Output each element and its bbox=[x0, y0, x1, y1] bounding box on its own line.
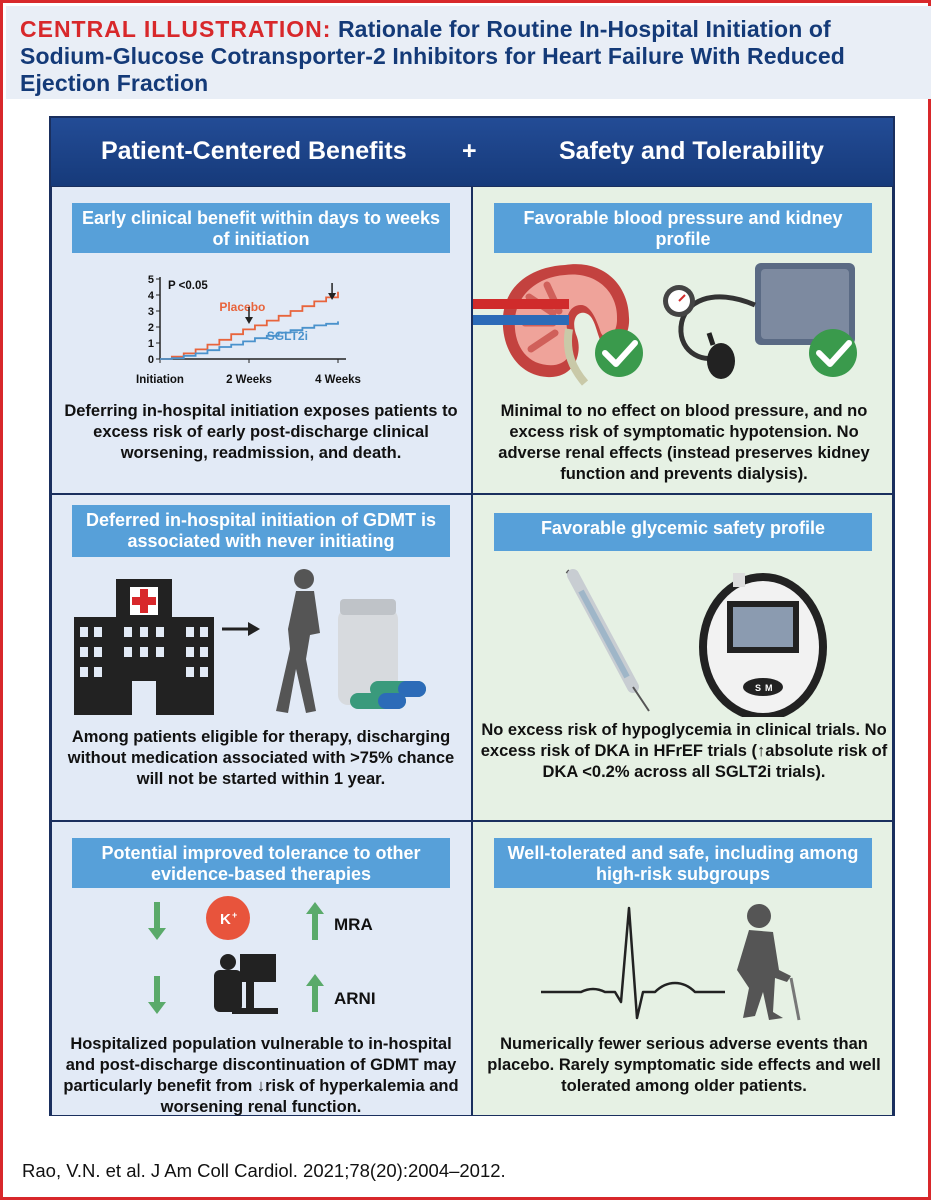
panel-title: Favorable blood pressure and kidney profile bbox=[494, 203, 872, 253]
y-tick-label: 3 bbox=[147, 306, 154, 318]
panel-title: Early clinical benefit within days to weeks of initiation bbox=[72, 203, 450, 253]
tolerance-illustration bbox=[52, 896, 473, 1026]
hospital-icon bbox=[74, 579, 214, 715]
p-value-annotation: P <0.05 bbox=[168, 280, 208, 292]
left-column-heading: Patient-Centered Benefits bbox=[101, 137, 407, 165]
glucometer-s-button: S bbox=[755, 683, 762, 693]
panel-glycemic-safety bbox=[472, 494, 893, 821]
panel-well-tolerated bbox=[472, 821, 893, 1116]
potassium-label: K bbox=[220, 911, 231, 928]
panel-bp-kidney bbox=[472, 186, 893, 494]
panel-deferred-initiation bbox=[51, 494, 472, 821]
y-tick-label: 2 bbox=[147, 322, 154, 334]
panel-title: Deferred in-hospital initiation of GDMT is associated with never initiating bbox=[72, 505, 450, 557]
right-column-heading: Safety and Tolerability bbox=[559, 137, 824, 165]
panel-description: Numerically fewer serious adverse events than placebo. Rarely symptomatic side effects and well tolerated among older patients. bbox=[487, 1035, 881, 1095]
arrow-down-icon bbox=[148, 902, 166, 940]
walking-person-icon bbox=[276, 569, 320, 713]
safety-illustration bbox=[473, 892, 894, 1022]
potassium-charge: + bbox=[232, 910, 238, 920]
checkmark-icon bbox=[809, 329, 857, 377]
potassium-ion-icon bbox=[206, 896, 250, 940]
arrow-right-icon bbox=[222, 622, 260, 636]
checkmark-icon bbox=[595, 329, 643, 377]
panel-title: Favorable glycemic safety profile bbox=[494, 513, 872, 551]
central-illustration-label: CENTRAL ILLUSTRATION: bbox=[20, 16, 332, 42]
series-label-placebo: Placebo bbox=[219, 300, 266, 314]
arni-label: ARNI bbox=[334, 989, 376, 1008]
panel-description: Minimal to no effect on blood pressure, and no excess risk of symptomatic hypotension. No adverse renal effects (instead preserves kidney function and prevents dialysis). bbox=[498, 402, 870, 483]
illustration-board bbox=[49, 116, 895, 1116]
y-tick-label: 4 bbox=[147, 290, 154, 302]
ecg-trace-icon bbox=[541, 908, 725, 1018]
arrow-up-icon bbox=[306, 902, 324, 940]
chart-plot-area bbox=[136, 274, 361, 386]
panel-title: Potential improved tolerance to other evidence-based therapies bbox=[72, 838, 450, 888]
event-rate-chart bbox=[52, 263, 473, 403]
arrow-down-icon bbox=[148, 976, 166, 1014]
panel-description: Deferring in-hospital initiation exposes patients to excess risk of early post-discharge clinical worsening, readmission, and death. bbox=[64, 402, 458, 462]
panel-early-benefit bbox=[51, 186, 472, 494]
glycemic-illustration bbox=[473, 567, 894, 717]
plus-sign: + bbox=[462, 137, 477, 165]
panel-description: No excess risk of hypoglycemia in clinical trials. No excess risk of DKA in HFrEF trials (↑absolute risk of DKA <0.2% across all SGLT2i trials). bbox=[480, 721, 888, 781]
y-tick-label: 1 bbox=[147, 338, 154, 350]
marker-arrow-head bbox=[245, 317, 253, 324]
elderly-person-icon bbox=[737, 904, 799, 1020]
arrow-up-icon bbox=[306, 974, 324, 1012]
series-label-sglt2i: SGLT2i bbox=[266, 328, 308, 343]
y-tick-label: 0 bbox=[147, 354, 154, 366]
y-tick-label: 5 bbox=[147, 274, 154, 286]
dialysis-icon bbox=[214, 954, 278, 1014]
panel-title: Well-tolerated and safe, including among high-risk subgroups bbox=[494, 838, 872, 888]
panel-improved-tolerance bbox=[51, 821, 472, 1116]
header-text bbox=[20, 16, 917, 97]
figure-header bbox=[6, 6, 931, 99]
x-tick-label: Initiation bbox=[136, 374, 184, 386]
figure-title: Rationale for Routine In-Hospital Initiation of Sodium-Glucose Cotransporter-2 Inhibitors for Heart Failure With Reduced Ejection Fraction bbox=[20, 16, 845, 96]
mra-label: MRA bbox=[334, 915, 373, 934]
kidney-bp-illustration bbox=[473, 257, 894, 387]
syringe-icon bbox=[567, 571, 649, 711]
panel-description: Among patients eligible for therapy, discharging without medication associated with >75% chance will not be started within 1 year. bbox=[67, 728, 455, 788]
citation: Rao, V.N. et al. J Am Coll Cardiol. 2021;78(20):2004–2012. bbox=[22, 1160, 506, 1181]
glucometer-icon bbox=[699, 573, 827, 717]
column-header-bar bbox=[51, 118, 893, 186]
x-tick-label: 2 Weeks bbox=[226, 374, 272, 386]
x-tick-label: 4 Weeks bbox=[315, 374, 361, 386]
glucometer-m-button: M bbox=[765, 683, 773, 693]
hospital-discharge-illustration bbox=[52, 569, 473, 719]
panel-description: Hospitalized population vulnerable to in-hospital and post-discharge discontinuation of GDMT may particularly benefit from ↓risk of hyperkalemia and worsening renal function. bbox=[63, 1035, 459, 1116]
